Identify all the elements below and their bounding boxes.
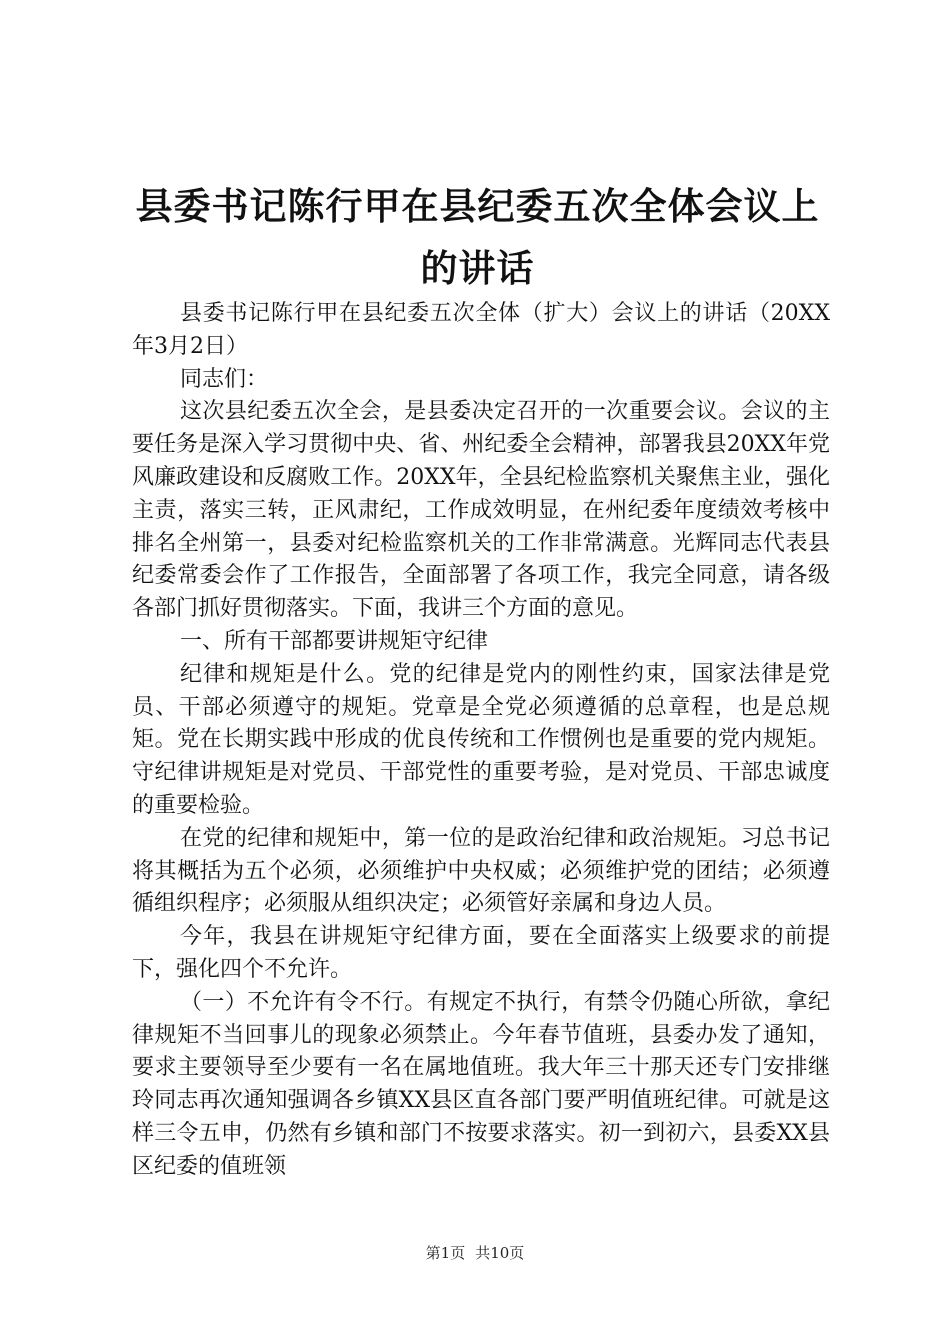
body-paragraph: 纪律和规矩是什么。党的纪律是党内的刚性约束，国家法律是党员、干部必须遵守的规矩。党章是全党必须遵循的总章程，也是总规矩。党在长期实践中形成的优良传统和工作惯例也是重要的党内规矩。守纪律讲规矩是对党员、干部党性的重要考验，是对党员、干部忠诚度的重要检验。 <box>132 661 830 818</box>
page-total: 共10页 <box>475 1244 525 1262</box>
salutation: 同志们： <box>180 366 269 392</box>
body-paragraph: 今年，我县在讲规矩守纪律方面，要在全面落实上级要求的前提下，强化四个不允许。 <box>132 924 830 982</box>
body-paragraph: 这次县纪委五次全会，是县委决定召开的一次重要会议。会议的主要任务是深入学习贯彻中央、省、州纪委全会精神，部署我县20XX年党风廉政建设和反腐败工作。20XX年，全县纪检监察机关聚焦主业，强化主责，落实三转，正风肃纪，工作成效明显，在州纪委年度绩效考核中排名全州第一，县委对纪检监察机关的工作非常满意。光辉同志代表县纪委常委会作了工作报告，全面部署了各项工作，我完全同意，请各级各部门抓好贯彻落实。下面，我讲三个方面的意见。 <box>132 399 830 622</box>
subtitle-paragraph: 县委书记陈行甲在县纪委五次全体（扩大）会议上的讲话（20XX年3月2日） <box>132 301 830 359</box>
section-heading: 一、所有干部都要讲规矩守纪律 <box>180 628 489 654</box>
page-footer <box>0 1243 950 1263</box>
document-title: 县委书记陈行甲在县纪委五次全体会议上的讲话 <box>135 185 820 290</box>
page-number: 第1页 <box>425 1244 466 1262</box>
body-paragraph: （一）不允许有令不行。有规定不执行，有禁令仍随心所欲，拿纪律规矩不当回事儿的现象必须禁止。今年春节值班，县委办发了通知，要求主要领导至少要有一名在属地值班。我大年三十那天还专门安排继玲同志再次通知强调各乡镇XX县区直各部门要严明值班纪律。可就是这样三令五申，仍然有乡镇和部门不按要求落实。初一到初六，县委XX县区纪委的值班领 <box>132 989 830 1179</box>
body-paragraph: 在党的纪律和规矩中，第一位的是政治纪律和政治规矩。习总书记将其概括为五个必须，必须维护中央权威；必须维护党的团结；必须遵循组织程序；必须服从组织决定；必须管好亲属和身边人员。 <box>132 825 830 917</box>
document-body <box>132 298 830 1184</box>
